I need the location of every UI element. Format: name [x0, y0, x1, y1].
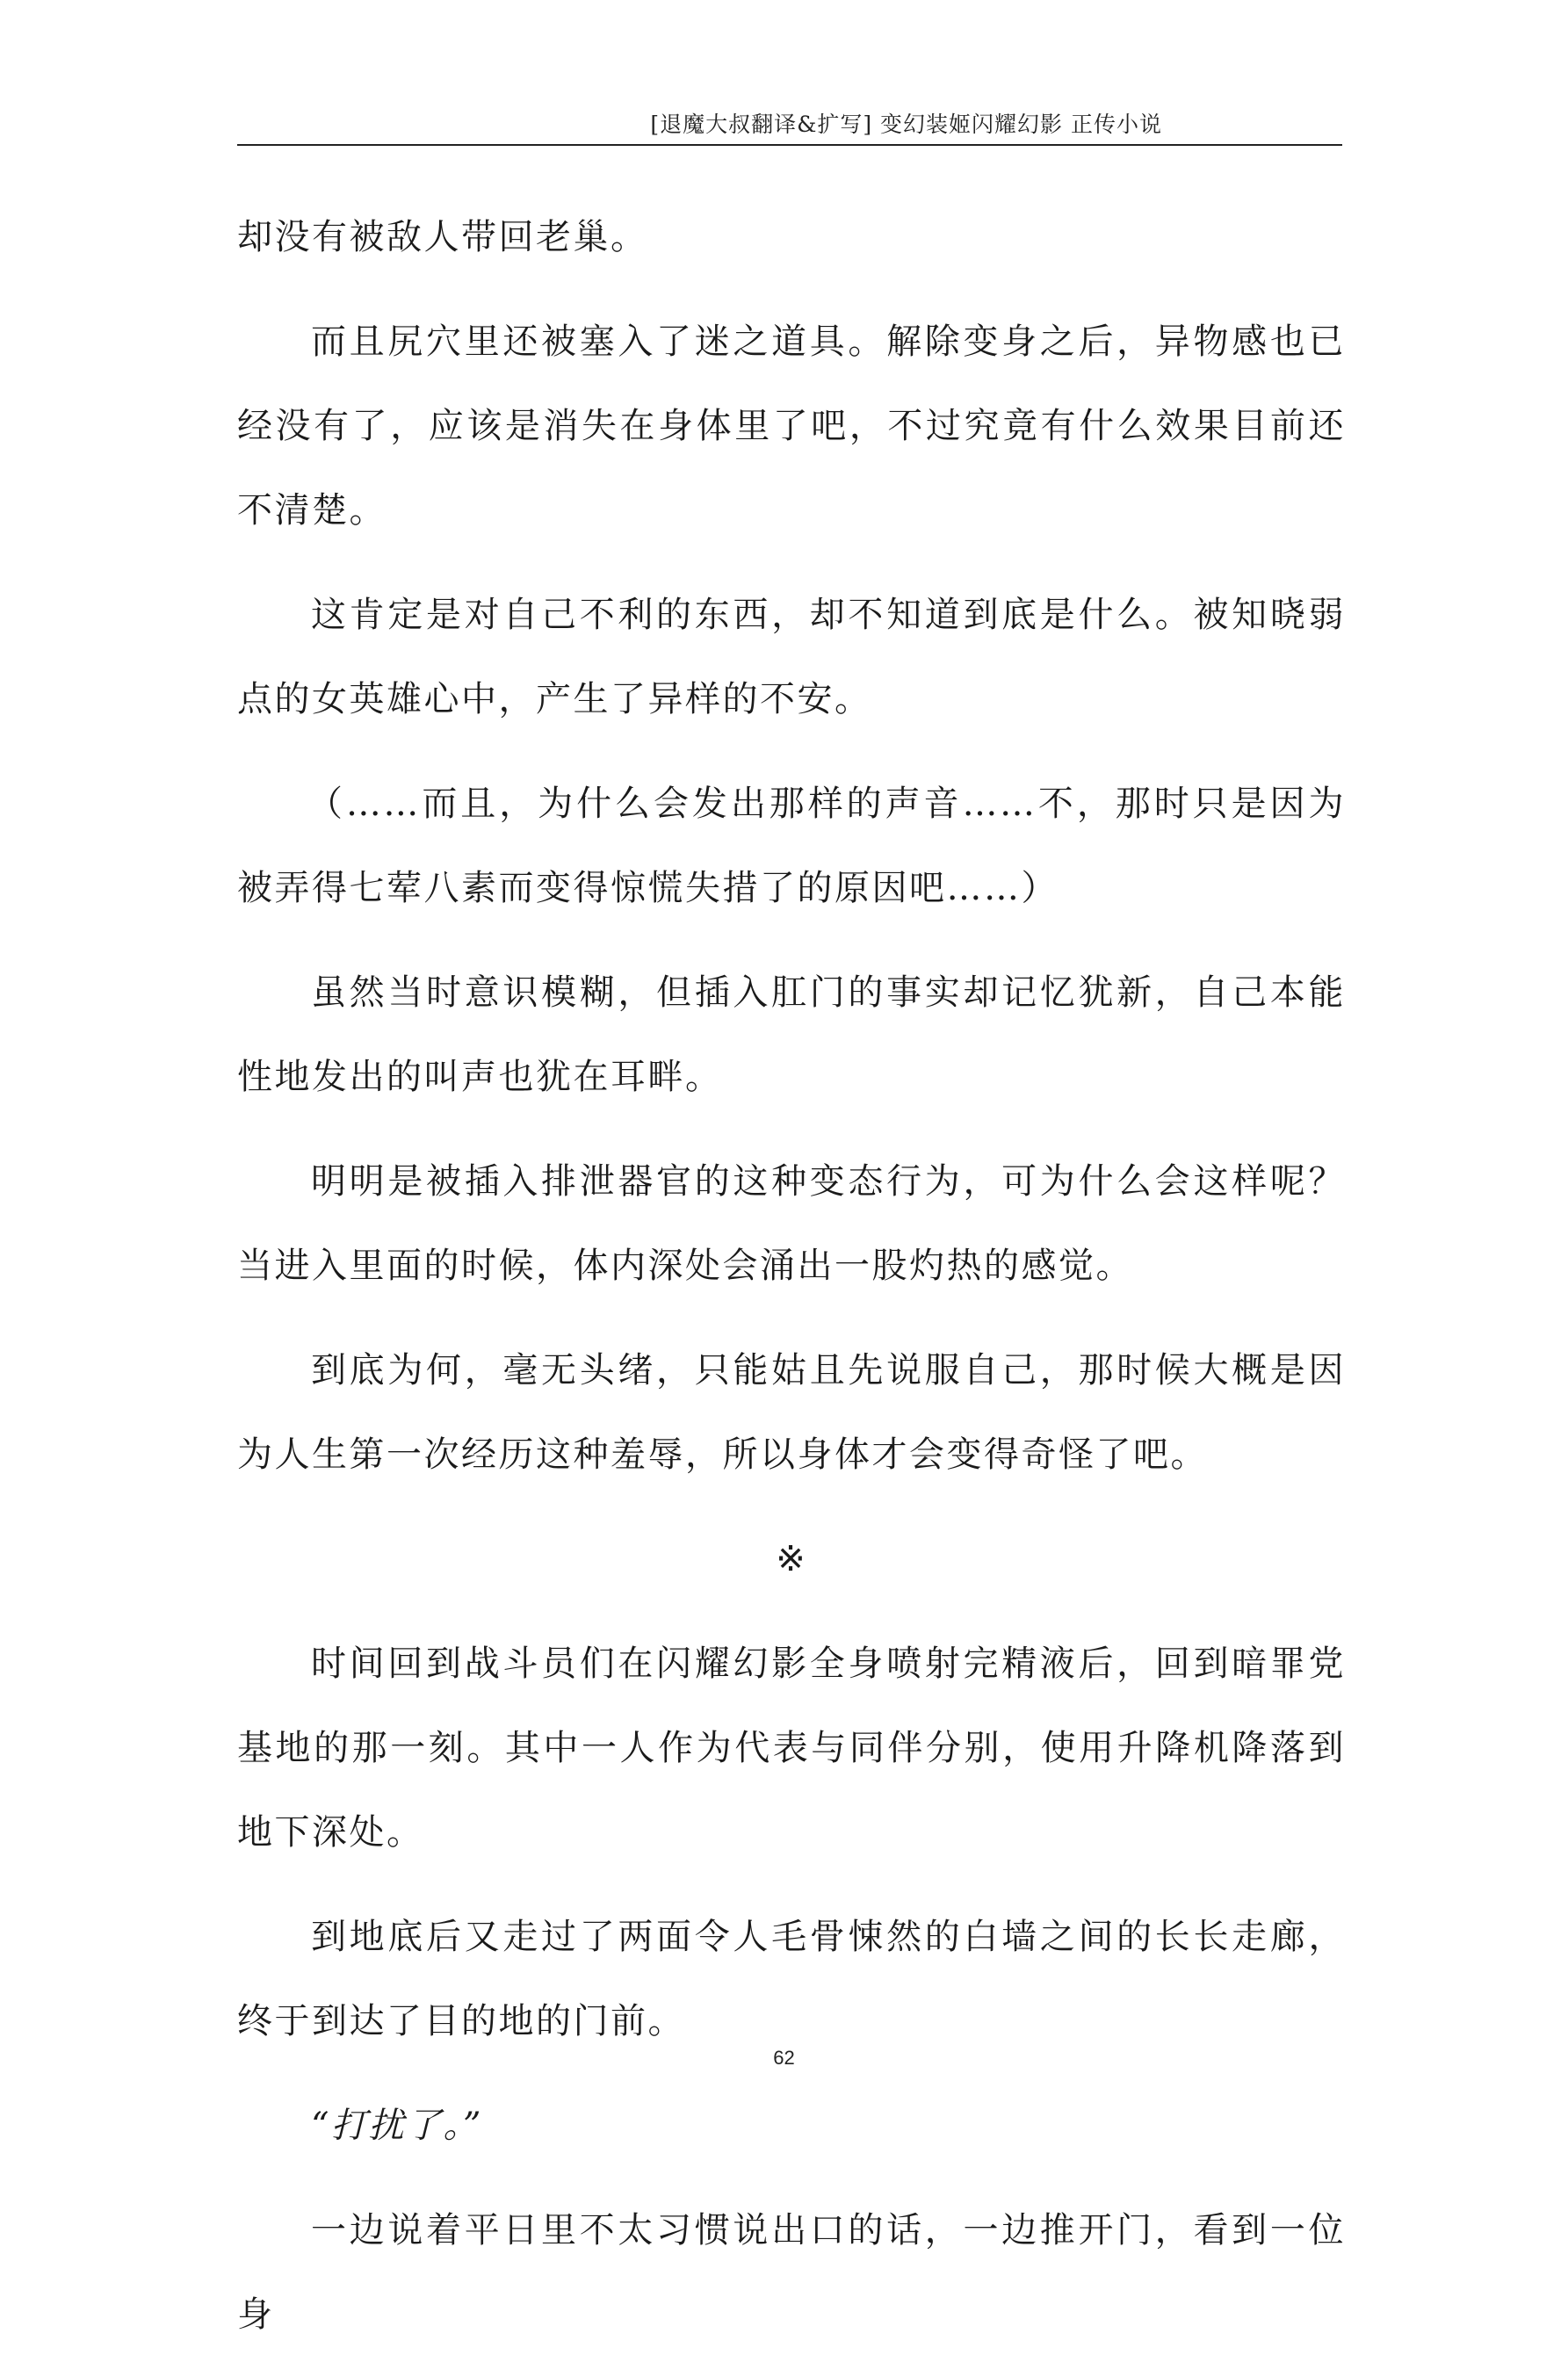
paragraph: 却没有被敌人带回老巢。 [237, 217, 648, 257]
page-number: 62 [773, 2047, 795, 2069]
paragraph: 而且尻穴里还被塞入了迷之道具。解除变身之后，异物感也已经没有了，应该是消失在身体里了吧，不过究竟有什么效果目前还不清楚。 [237, 322, 1346, 531]
header-rule [237, 144, 1342, 146]
paragraph: 时间回到战斗员们在闪耀幻影全身喷射完精液后，回到暗罪党基地的那一刻。其中一人作为代表与同伴分别，使用升降机降落到地下深处。 [237, 1644, 1346, 1853]
paragraph: 到底为何，毫无头绪，只能姑且先说服自己，那时候大概是因为人生第一次经历这种羞辱，所以身体才会变得奇怪了吧。 [237, 1350, 1346, 1475]
paragraph: 明明是被插入排泄器官的这种变态行为，可为什么会这样呢？当进入里面的时候，体内深处会涌出一股灼热的感觉。 [237, 1161, 1346, 1286]
dialogue-line: “打扰了。” [311, 2106, 483, 2146]
paragraph: 一边说着平日里不太习惯说出口的话，一边推开门，看到一位身 [237, 2210, 1346, 2335]
paragraph: 虽然当时意识模糊，但插入肛门的事实却记忆犹新，自己本能性地发出的叫声也犹在耳畔。 [237, 972, 1346, 1097]
paragraph: 这肯定是对自己不利的东西，却不知道到底是什么。被知晓弱点的女英雄心中，产生了异样的不安。 [237, 595, 1346, 719]
running-header: [退魔大叔翻译&扩写] 变幻装姬闪耀幻影 正传小说 [650, 112, 1162, 137]
section-break-mark: ※ [776, 1539, 807, 1579]
paragraph: （……而且，为什么会发出那样的声音……不，那时只是因为被弄得七荤八素而变得惊慌失措了的原因吧……） [237, 784, 1346, 908]
paragraph: 到地底后又走过了两面令人毛骨悚然的白墙之间的长长走廊，终于到达了目的地的门前。 [237, 1917, 1346, 2041]
